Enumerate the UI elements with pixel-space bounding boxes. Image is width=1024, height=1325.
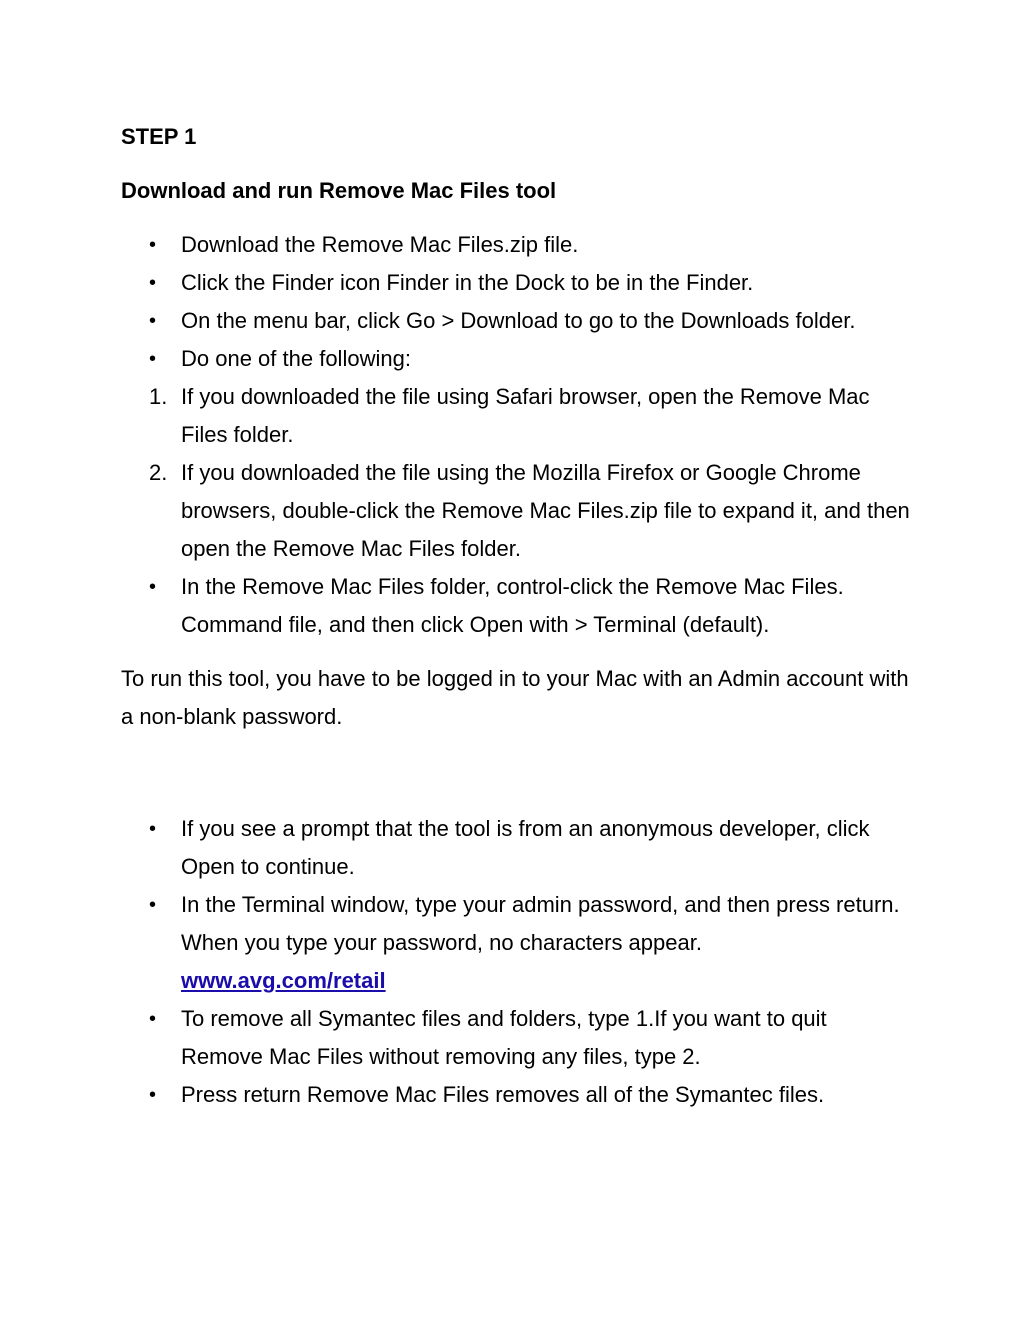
list-item-text: On the menu bar, click Go > Download to go to the Downloads folder.: [181, 308, 856, 333]
section-title: Download and run Remove Mac Files tool: [121, 178, 557, 203]
list-item: [121, 1076, 911, 1114]
list-item-text: If you downloaded the file using Safari browser, open the Remove Mac Files folder.: [181, 384, 870, 447]
list-item: [121, 378, 911, 454]
list-item: [121, 264, 911, 302]
list-item: [121, 340, 911, 378]
list-item-text: Download the Remove Mac Files.zip file.: [181, 232, 579, 257]
admin-note: To run this tool, you have to be logged in to your Mac with an Admin account with a non-blank password.: [121, 666, 909, 729]
list-item-text: To remove all Symantec files and folders, type 1.If you want to quit Remove Mac Files without removing any files, type 2.: [181, 1006, 827, 1069]
list-item-text: In the Remove Mac Files folder, control-click the Remove Mac Files. Command file, and then click Open with > Terminal (default).: [181, 574, 844, 637]
list-item-text-body: In the Terminal window, type your admin password, and then press return. When you type your password, no characters appear.: [181, 892, 900, 955]
bullet-icon: •: [149, 272, 157, 294]
list-item-text: [181, 886, 911, 1000]
bullet-icon: •: [149, 894, 157, 916]
more-steps-list: [121, 810, 911, 1114]
bullet-icon: •: [149, 310, 157, 332]
list-item: [121, 226, 911, 264]
list-number: 1.: [149, 384, 168, 409]
list-item: [121, 454, 911, 568]
bullet-icon: •: [149, 1084, 157, 1106]
list-item-text: If you see a prompt that the tool is from an anonymous developer, click Open to continue.: [181, 816, 870, 879]
steps-list: [121, 226, 911, 644]
list-item: [121, 302, 911, 340]
avg-retail-link[interactable]: www.avg.com/retail: [181, 968, 386, 993]
list-item: [121, 810, 911, 886]
list-item-text: Do one of the following:: [181, 346, 411, 371]
list-item: [121, 568, 911, 644]
list-item: [121, 1000, 911, 1076]
bullet-icon: •: [149, 348, 157, 370]
bullet-icon: •: [149, 576, 157, 598]
list-item-text: If you downloaded the file using the Mozilla Firefox or Google Chrome browsers, double-click the Remove Mac Files.zip file to expand it, and then open the Remove Mac Files folder.: [181, 460, 910, 561]
document-content: [121, 120, 911, 1114]
step-label: STEP 1: [121, 124, 197, 149]
list-item: [121, 886, 911, 1000]
list-item-text: Press return Remove Mac Files removes all of the Symantec files.: [181, 1082, 825, 1107]
list-number: 2.: [149, 460, 168, 485]
bullet-icon: •: [149, 234, 157, 256]
bullet-icon: •: [149, 818, 157, 840]
list-item-text: Click the Finder icon Finder in the Dock to be in the Finder.: [181, 270, 754, 295]
bullet-icon: •: [149, 1008, 157, 1030]
